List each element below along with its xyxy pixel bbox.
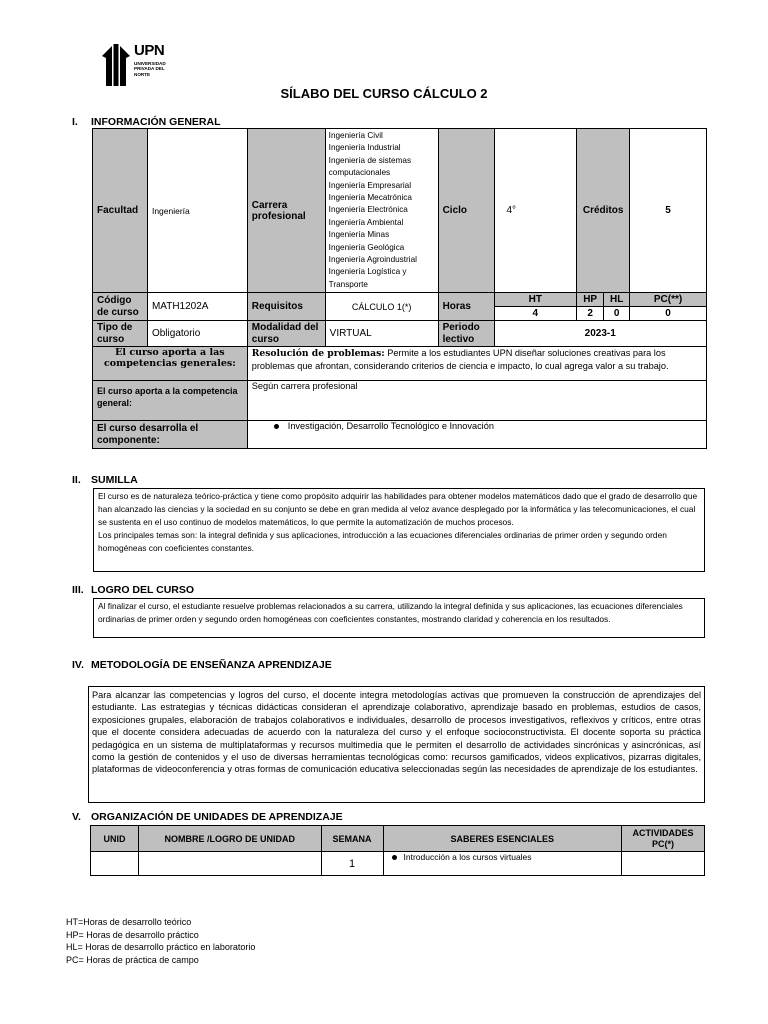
logro-text: Al finalizar el curso, el estudiante resuelve problemas relacionados a su carrera, utilizando la integral definida y sus aplicaciones, las ecuaciones diferenciales ordinarias de primer orden y segundo orden homogéneas con coeficientes constantes, mostrando claridad y coherencia en los resultados. bbox=[98, 601, 683, 624]
aporta-competencia-value: Según carrera profesional bbox=[247, 381, 706, 421]
logro-box bbox=[93, 598, 705, 638]
ht-value: 4 bbox=[494, 307, 577, 321]
row-actividad bbox=[622, 852, 705, 876]
row-saber: Introducción a los cursos virtuales bbox=[383, 852, 622, 876]
carrera-item: Ingeniería Empresarial bbox=[328, 180, 412, 190]
carrera-item: Ingeniería Mecatrónica bbox=[328, 193, 412, 203]
ht-label: HT bbox=[494, 293, 577, 307]
ciclo-label: Ciclo bbox=[438, 129, 494, 293]
section-heading-info: I. INFORMACIÓN GENERAL bbox=[72, 116, 221, 128]
codigo-label: Código de curso bbox=[93, 293, 148, 321]
facultad-value: Ingeniería bbox=[147, 129, 247, 293]
horas-label: Horas bbox=[438, 293, 494, 321]
footnote-hl: HL= Horas de desarrollo práctico en laboratorio bbox=[66, 942, 256, 952]
sumilla-paragraph-1: El curso es de naturaleza teórico-práctica y tiene como propósito adquirir las habilidades para obtener modelos matemáticos dado que el grado de desarrollo que han alcanzado las ciencias y la sociedad en su conjunto se debe en gran medida al veloz avance desplegado por la informática y las telecomunicaciones, el cual se sustenta en el uso continuo de modelos matemáticos, lo que permite la automatización de muchos procesos. bbox=[98, 491, 698, 527]
aporta-generales-bold: Resolución de problemas: bbox=[251, 348, 385, 360]
carrera-item: Ingeniería de sistemas bbox=[328, 155, 412, 165]
section-heading-sumilla: II. SUMILLA bbox=[72, 474, 138, 486]
requisitos-label: Requisitos bbox=[247, 293, 325, 321]
pc-label: PC(**) bbox=[630, 293, 707, 307]
carrera-item: Ingeniería Ambiental bbox=[328, 217, 404, 227]
aporta-competencia-label: El curso aporta a la competencia general: bbox=[93, 381, 248, 421]
logo-text: UPN bbox=[134, 42, 165, 59]
col-header-saberes: SABERES ESENCIALES bbox=[383, 826, 622, 852]
aporta-generales-label: El curso aporta a las competencias generales: bbox=[93, 347, 248, 381]
col-header-unid: UNID bbox=[91, 826, 139, 852]
row-semana: 1 bbox=[321, 852, 383, 876]
footnotes bbox=[66, 916, 255, 966]
document-title: SÍLABO DEL CURSO CÁLCULO 2 bbox=[280, 86, 488, 101]
hp-value: 2 bbox=[577, 307, 604, 321]
carrera-label: Carrera profesional bbox=[247, 129, 325, 293]
bullet-icon bbox=[274, 424, 279, 429]
section-heading-unidades: V. ORGANIZACIÓN DE UNIDADES DE APRENDIZAJE bbox=[72, 811, 343, 823]
unidades-table bbox=[90, 825, 705, 876]
bullet-icon bbox=[392, 855, 397, 860]
row-nombre bbox=[138, 852, 321, 876]
section-heading-metodologia: IV. METODOLOGÍA DE ENSEÑANZA APRENDIZAJE bbox=[72, 659, 332, 671]
footnote-ht: HT=Horas de desarrollo teórico bbox=[66, 917, 192, 927]
sumilla-box bbox=[93, 488, 705, 572]
section-heading-logro: III. LOGRO DEL CURSO bbox=[72, 584, 195, 596]
hl-value: 0 bbox=[604, 307, 630, 321]
requisitos-value: CÁLCULO 1(*) bbox=[325, 293, 438, 321]
carrera-item: Ingeniería Minas bbox=[328, 230, 390, 240]
hp-label: HP bbox=[577, 293, 604, 307]
carrera-item: Ingeniería Electrónica bbox=[328, 205, 408, 215]
modalidad-label: Modalidad del curso bbox=[247, 321, 325, 347]
carrera-item: Transporte bbox=[328, 279, 368, 289]
carrera-item: Ingeniería Logística y bbox=[328, 267, 407, 277]
desarrolla-label: El curso desarrolla el componente: bbox=[93, 421, 248, 449]
footnote-pc: PC= Horas de práctica de campo bbox=[66, 954, 199, 965]
table-row bbox=[91, 852, 705, 876]
col-header-nombre: NOMBRE /LOGRO DE UNIDAD bbox=[138, 826, 321, 852]
upn-logo bbox=[100, 42, 174, 88]
footnote-hp: HP= Horas de desarrollo práctico bbox=[66, 929, 199, 940]
tipo-value: Obligatorio bbox=[147, 321, 247, 347]
facultad-label: Facultad bbox=[93, 129, 148, 293]
hl-label: HL bbox=[604, 293, 630, 307]
aporta-generales-text: Permite a los estudiantes UPN diseñar soluciones creativas para los problemas que afrontan, considerando criterios de ciencia e impacto, lo cual agrega valor a su trabajo. bbox=[251, 348, 669, 372]
carrera-item: Ingeniería Geológica bbox=[328, 242, 405, 252]
general-info-table bbox=[92, 128, 707, 449]
carrera-list bbox=[325, 129, 438, 293]
ciclo-value: 4° bbox=[494, 129, 577, 293]
desarrolla-value: Investigación, Desarrollo Tecnológico e Innovación bbox=[247, 421, 706, 449]
carrera-item: Ingeniería Industrial bbox=[328, 143, 401, 153]
periodo-label: Periodo lectivo bbox=[438, 321, 494, 347]
col-header-actividades: ACTIVIDADES PC(*) bbox=[622, 826, 705, 852]
tipo-label: Tipo de curso bbox=[93, 321, 148, 347]
modalidad-value: VIRTUAL bbox=[325, 321, 438, 347]
pc-value: 0 bbox=[630, 307, 707, 321]
creditos-value: 5 bbox=[630, 129, 707, 293]
codigo-value: MATH1202A bbox=[147, 293, 247, 321]
col-header-semana: SEMANA bbox=[321, 826, 383, 852]
periodo-value: 2023-1 bbox=[494, 321, 707, 347]
creditos-label: Créditos bbox=[577, 129, 630, 293]
row-unid bbox=[91, 852, 139, 876]
logo-subtext: UNIVERSIDAD PRIVADA DEL NORTE bbox=[134, 61, 166, 77]
metodologia-text: Para alcanzar las competencias y logros del curso, el docente integra metodologías activas que promueven la construcción de aprendizajes del estudiante. Las estrategias y técnicas didácticas consideran el aprendizaje colaborativo, aprendizaje basado en problemas, estudios de casos, exposiciones grupales, elaboración de trabajos colaborativos e individuales, desarrollo de procesos investigativos, reflexivos y críticos, entre otras que el docente considera adecuadas de acuerdo con la naturaleza del curso y el enfoque socioconstructivista. El docente soporta su práctica pedagógica en un sistema de multiplataformas y recursos multimedia que le permiten el desarrollo de actividades sincrónicas y asincrónicas, así como la gestión de contenidos y el uso de diversas herramientas tecnológicas como: recursos gamificados, videos explicativos, pizarras digitales, plataformas de videoconferencia y otras formas de comunicación educativa seleccionadas según las necesidades de aprendizaje de los estudiantes. bbox=[92, 690, 701, 775]
sumilla-paragraph-2: Los principales temas son: la integral definida y sus aplicaciones, introducción a las ecuaciones diferenciales ordinarias de primer orden y segundo orden homogéneas con coeficientes constantes. bbox=[98, 530, 667, 553]
aporta-generales-value bbox=[247, 347, 706, 381]
carrera-item: Ingeniería Agroindustrial bbox=[328, 255, 417, 265]
carrera-item: computacionales bbox=[328, 168, 391, 178]
carrera-item: Ingeniería Civil bbox=[328, 131, 383, 140]
metodologia-box bbox=[88, 686, 705, 803]
